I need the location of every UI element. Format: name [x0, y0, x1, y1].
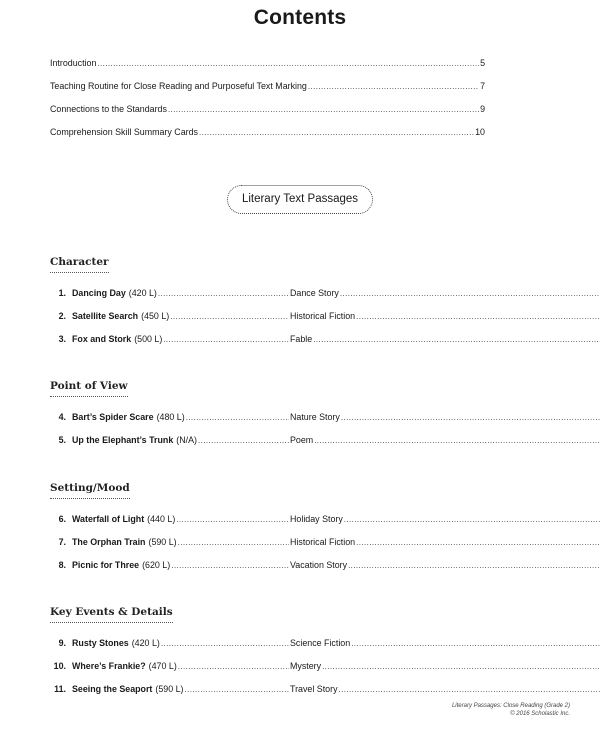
entry-number: 3.: [58, 334, 66, 344]
passage-entry[interactable]: [50, 560, 485, 583]
entry-title: Waterfall of Light: [72, 514, 145, 524]
entry-title: Seeing the Seaport: [72, 684, 153, 694]
toc-row[interactable]: [50, 127, 485, 150]
toc-label: Teaching Routine for Close Reading and Purposeful Text Marking: [50, 81, 307, 91]
passage-entry[interactable]: [50, 661, 485, 684]
entry-number: 9.: [58, 638, 66, 648]
toc-row[interactable]: [50, 58, 485, 81]
dot-leader: [356, 538, 600, 547]
toc-page-number: 7: [480, 81, 485, 91]
section-heading: Setting/Mood: [50, 482, 130, 499]
dot-leader: [351, 639, 600, 648]
entry-lexile: (450 L): [141, 311, 170, 321]
footer-copyright: © 2016 Scholastic Inc.: [510, 711, 570, 717]
toc-section: [50, 602, 485, 707]
toc-page-number: 5: [480, 58, 485, 68]
dot-leader: [178, 538, 289, 547]
entry-genre: Travel Story: [290, 684, 338, 694]
toc-row[interactable]: [50, 81, 485, 104]
toc-page-number: 10: [475, 127, 485, 137]
dot-leader: [163, 335, 289, 344]
dot-leader: [176, 515, 289, 524]
dot-leader: [339, 685, 600, 694]
passage-entry[interactable]: [50, 334, 485, 357]
entry-title: The Orphan Train: [72, 537, 146, 547]
dot-leader: [356, 312, 600, 321]
entry-title: Fox and Stork: [72, 334, 132, 344]
entry-title: Up the Elephant’s Trunk: [72, 435, 174, 445]
entry-number: 8.: [58, 560, 66, 570]
passage-entry[interactable]: [50, 638, 485, 661]
dot-leader: [313, 335, 600, 344]
passage-entry[interactable]: [50, 514, 485, 537]
entry-lexile: (N/A): [176, 435, 197, 445]
page-footer: [452, 702, 570, 718]
dot-leader: [186, 413, 289, 422]
toc-label: Comprehension Skill Summary Cards: [50, 127, 198, 137]
entry-title: Rusty Stones: [72, 638, 129, 648]
entry-genre: Dance Story: [290, 288, 339, 298]
page-title: Contents: [253, 6, 347, 29]
dot-leader: [340, 289, 600, 298]
entry-number: 4.: [58, 412, 66, 422]
dot-leader: [348, 561, 600, 570]
entry-genre: Mystery: [290, 661, 322, 671]
entry-genre: Historical Fiction: [290, 537, 356, 547]
dot-leader: [170, 312, 289, 321]
passage-entry[interactable]: [50, 288, 485, 311]
entry-lexile: (440 L): [147, 514, 176, 524]
passage-entry[interactable]: [50, 684, 485, 707]
dot-leader: [308, 82, 479, 91]
entry-lexile: (620 L): [142, 560, 171, 570]
dot-leader: [178, 662, 289, 671]
passage-entry[interactable]: [50, 435, 485, 458]
passage-entry[interactable]: [50, 412, 485, 435]
toc-section: [50, 478, 485, 583]
entry-number: 7.: [58, 537, 66, 547]
entry-number: 10.: [53, 661, 66, 671]
dot-leader: [199, 128, 474, 137]
section-heading: Character: [50, 256, 109, 273]
entry-genre: Vacation Story: [290, 560, 348, 570]
entry-genre: Fable: [290, 334, 313, 344]
entry-title: Picnic for Three: [72, 560, 140, 570]
entry-title: Where’s Frankie?: [72, 661, 146, 671]
entry-genre: Holiday Story: [290, 514, 343, 524]
dot-leader: [161, 639, 289, 648]
entry-lexile: (420 L): [128, 288, 157, 298]
toc-row[interactable]: [50, 104, 485, 127]
toc-section: [50, 252, 485, 357]
entry-title: Satellite Search: [72, 311, 139, 321]
passage-entry[interactable]: [50, 537, 485, 560]
entry-lexile: (590 L): [155, 684, 184, 694]
dot-leader: [198, 436, 289, 445]
entry-genre: Poem: [290, 435, 314, 445]
entry-lexile: (500 L): [134, 334, 163, 344]
entry-number: 6.: [58, 514, 66, 524]
toc-page-number: 9: [480, 104, 485, 114]
entry-genre: Nature Story: [290, 412, 340, 422]
dot-leader: [341, 413, 600, 422]
toc-label: Connections to the Standards: [50, 104, 167, 114]
entry-number: 1.: [58, 288, 66, 298]
entry-lexile: (480 L): [156, 412, 185, 422]
entry-title: Bart’s Spider Scare: [72, 412, 154, 422]
entry-lexile: (420 L): [131, 638, 160, 648]
entry-number: 2.: [58, 311, 66, 321]
dot-leader: [344, 515, 600, 524]
entry-genre: Historical Fiction: [290, 311, 356, 321]
toc-section: [50, 376, 485, 458]
entry-number: 11.: [54, 684, 66, 694]
section-heading: Key Events & Details: [50, 606, 173, 623]
entry-number: 5.: [58, 435, 66, 445]
entry-lexile: (590 L): [148, 537, 177, 547]
front-matter-list: [50, 58, 485, 150]
dot-leader: [171, 561, 289, 570]
dot-leader: [185, 685, 289, 694]
entry-lexile: (470 L): [148, 661, 177, 671]
dot-leader: [97, 59, 479, 68]
dot-leader: [322, 662, 600, 671]
section-heading: Point of View: [50, 380, 128, 397]
entry-genre: Science Fiction: [290, 638, 351, 648]
dot-leader: [158, 289, 289, 298]
section-banner: [0, 185, 600, 214]
literary-passages-pill: Literary Text Passages: [227, 185, 373, 214]
entry-title: Dancing Day: [72, 288, 126, 298]
toc-label: Introduction: [50, 58, 97, 68]
footer-book-title: Literary Passages: Close Reading (Grade 2): [451, 703, 570, 709]
passage-entry[interactable]: [50, 311, 485, 334]
dot-leader: [168, 105, 479, 114]
dot-leader: [314, 436, 600, 445]
